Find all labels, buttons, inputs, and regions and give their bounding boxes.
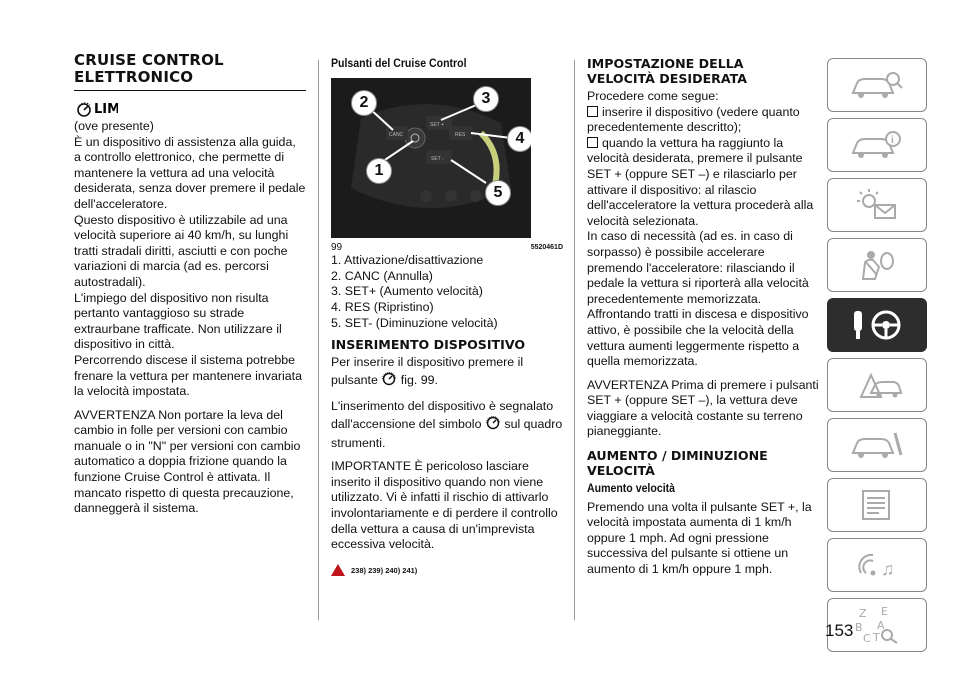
cruise-control-icon: [74, 97, 306, 119]
indicator-text-end: sul quadro strumenti.: [331, 416, 563, 450]
cruise-indicator-icon: [485, 415, 501, 436]
fig-label-1: 1: [366, 158, 392, 184]
title-line-1: CRUISE CONTROL: [74, 51, 224, 69]
list-item: 3. SET+ (Aumento velocità): [331, 284, 483, 299]
figure-title: Pulsanti del Cruise Control: [331, 56, 467, 70]
warning-references: [331, 563, 563, 579]
traffic-paragraph: L'impiego del dispositivo non risulta pertanto vantaggioso su strade extraurbane trafficate. Non utilizzare il dispositivo in città.: [74, 290, 282, 352]
car-info-icon: [847, 127, 907, 163]
usage-paragraph: Questo dispositivo è utilizzabile ad una velocità superiore ai 40 km/h, su lunghi tratti stradali diritti, asciutti e con poche variazioni di marcia (ad es. percorsi autostradali).: [74, 212, 289, 289]
svg-text:C: C: [863, 632, 871, 645]
figure-code: 5520461D: [530, 243, 563, 251]
heading-line-2: VELOCITÀ: [587, 463, 655, 479]
overtake-paragraph: In caso di necessità (ad es. in caso di sorpasso) è possibile accelerare premendo l'acceleratore: rilasciando il pedale la vettura si riporterà alla velocità precedentemente memorizzata.: [587, 229, 809, 306]
figure-number: 99: [331, 241, 343, 253]
svg-text:i: i: [891, 135, 894, 146]
bullet-item: [587, 136, 819, 230]
section-heading-set-speed: [587, 56, 819, 86]
fig-label-3: 3: [473, 86, 499, 112]
fig-button-set-minus: SET -: [431, 155, 444, 162]
index-icon: [847, 605, 907, 645]
tab-car-search[interactable]: [827, 58, 927, 112]
tab-warning-lights[interactable]: [827, 178, 927, 232]
svg-text:LIM: LIM: [94, 102, 118, 117]
bullet-box-icon: [587, 137, 598, 148]
svg-text:♫: ♫: [881, 559, 895, 579]
left-column: [74, 52, 306, 525]
right-column: [587, 56, 819, 586]
page-number: 153: [825, 621, 854, 640]
subheading-increase: Aumento velocità: [587, 481, 676, 496]
car-search-icon: [847, 67, 907, 103]
tab-multimedia[interactable]: [827, 538, 927, 592]
key-steering-wheel-icon: [842, 305, 912, 345]
bullet-item: [587, 105, 819, 136]
important-paragraph: IMPORTANTE È pericoloso lasciare inserito il dispositivo quando non viene utilizzato. Vi è infatti il rischio di attivarlo involontariamente e di perdere il controllo della vettura a causa di un'imprevista eccessiva velocità.: [331, 459, 558, 552]
warning-triangle-icon: [331, 564, 345, 576]
fig-button-canc: CANC: [389, 131, 404, 138]
insert-text: Per inserire il dispositivo premere il pulsante: [331, 355, 524, 387]
indicator-text: L'inserimento del dispositivo è segnalato dall'accensione del simbolo: [331, 399, 554, 431]
warning-ref-numbers: 238) 239) 240) 241): [351, 565, 418, 575]
tab-car-info[interactable]: [827, 118, 927, 172]
technical-data-icon: [847, 487, 907, 523]
steering-buttons-figure: [331, 78, 531, 238]
list-item: 5. SET- (Diminuzione velocità): [331, 315, 498, 330]
section-heading-insert: INSERIMENTO DISPOSITIVO: [331, 337, 526, 353]
tab-emergency[interactable]: [827, 358, 927, 412]
title-underline: [74, 90, 306, 91]
warning-lights-icon: [847, 187, 907, 223]
svg-text:E: E: [881, 605, 888, 618]
car-maintenance-icon: [847, 427, 907, 463]
warning-paragraph: AVVERTENZA Non portare la leva del cambio in folle per versioni con cambio manuale o in "N" per versioni con cambio automatico a doppia frizione quando la funzione Cruise Control è attivata. Il mancato rispetto di questa precauzione, danneggerà il sistema.: [74, 407, 301, 516]
fig-button-res: RES: [455, 131, 466, 138]
column-divider: [574, 60, 575, 620]
intro-paragraph: È un dispositivo di assistenza alla guida, a controllo elettronico, che permette di mantenere la vettura ad una velocità desiderata, senza dover premere il pedale dell'acceleratore.: [74, 134, 306, 211]
car-emergency-icon: [847, 367, 907, 403]
insert-paragraph: [331, 355, 563, 391]
list-item: 1. Attivazione/disattivazione: [331, 253, 484, 268]
warning-paragraph: AVVERTENZA Prima di premere i pulsanti SET + (oppure SET –), la vettura deve viaggiare a velocità costante su terreno pianeggiante.: [587, 377, 819, 439]
button-legend-list: [331, 253, 563, 331]
svg-text:B: B: [855, 621, 863, 634]
bullet-box-icon: [587, 106, 598, 117]
cruise-button-icon: [381, 371, 397, 392]
tab-seatbelt-airbag[interactable]: [827, 238, 927, 292]
heading-line-1: IMPOSTAZIONE DELLA: [587, 56, 744, 71]
tab-starting-driving[interactable]: [827, 298, 927, 352]
downhill-paragraph: Percorrendo discese il sistema potrebbe frenare la vettura per mantenere invariata la velocità impostata.: [74, 352, 302, 399]
middle-column: [331, 56, 563, 578]
column-divider: [318, 60, 319, 620]
heading-line-1: AUMENTO / DIMINUZIONE: [587, 448, 768, 464]
presence-note: (ove presente): [74, 119, 154, 133]
list-item: 4. RES (Ripristino): [331, 299, 434, 314]
figure-reference: fig. 99.: [400, 372, 438, 387]
indicator-paragraph: [331, 399, 563, 451]
procedure-intro: Procedere come segue:: [587, 89, 719, 103]
section-title: [74, 52, 306, 86]
heading-line-2: VELOCITÀ DESIDERATA: [587, 71, 747, 86]
svg-text:Z: Z: [859, 607, 867, 620]
tab-maintenance[interactable]: [827, 418, 927, 472]
downhill-paragraph: Affrontando tratti in discesa e dispositivo attivo, è possibile che la velocità della vettura aumenti leggermente rispetto a quella memorizzata.: [587, 307, 809, 369]
increase-paragraph: Premendo una volta il pulsante SET +, la velocità impostata aumenta di 1 km/h oppure 1 mph. Ad ogni pressione successiva del pulsante si ottiene un aumento di 1 km/h oppure 1 mph.: [587, 499, 812, 577]
tab-technical-data[interactable]: [827, 478, 927, 532]
seatbelt-airbag-icon: [847, 247, 907, 283]
bullet-text: inserire il dispositivo (vedere quanto precedentemente descritto);: [587, 104, 800, 135]
svg-text:T: T: [873, 631, 880, 644]
fig-button-set-plus: SET +: [430, 121, 444, 128]
svg-text:A: A: [877, 619, 885, 632]
section-heading-increase-decrease: [587, 448, 819, 478]
chapter-tabs: [827, 58, 929, 658]
fig-label-4: 4: [507, 126, 531, 152]
title-line-2: ELETTRONICO: [74, 68, 194, 86]
fig-label-5: 5: [485, 180, 511, 206]
fig-label-2: 2: [351, 90, 377, 116]
list-item: 2. CANC (Annulla): [331, 268, 433, 283]
multimedia-icon: [847, 547, 907, 583]
bullet-text: quando la vettura ha raggiunto la velocità desiderata, premere il pulsante SET + (oppure SET –) e rilasciarlo per attivare il dispositivo: al rilascio dell'acceleratore la vettura procederà alla velocità selezionata.: [587, 135, 814, 228]
